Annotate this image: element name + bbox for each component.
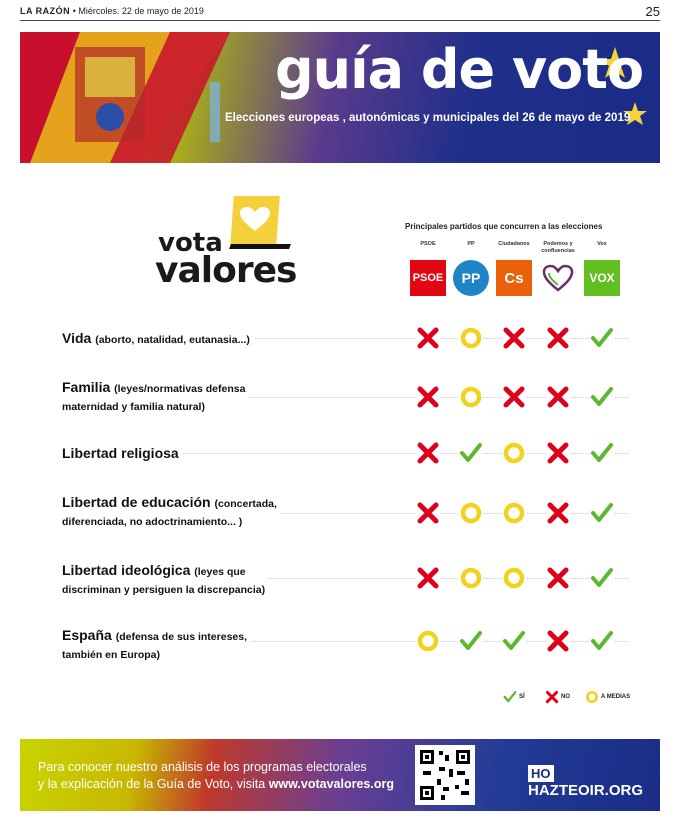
cross-icon [416,566,440,590]
check-icon [502,629,526,653]
circle-icon [502,501,526,525]
qr-code-image [415,745,475,805]
check-icon [590,501,614,525]
guide-subtitle: Elecciones europeas , autonómicas y municipales del 26 de mayo de 2019 [225,112,631,124]
issue-detail: (defensa de sus intereses, [115,631,248,643]
cross-icon [502,385,526,409]
circle-icon [502,441,526,465]
issue-detail: (leyes que [194,566,246,578]
issue-detail-line-2: también en Europa) [62,649,161,661]
party-logo-text-0: PSOE [412,272,444,284]
issue-title: Libertad ideológica [62,562,191,578]
legend-check-icon [503,690,517,709]
issue-label [62,378,249,416]
issue-title: Libertad de educación [62,494,211,510]
check-icon [459,441,483,465]
party-logo-text-2: Cs [504,269,524,287]
cross-icon [546,441,570,465]
title-part-a: guía [275,38,404,101]
legend-label-no: NO [561,694,570,700]
logo-valores-text: valores [155,250,297,291]
check-icon [590,566,614,590]
cross-icon [416,441,440,465]
legend-label-medias: A MEDIAS [601,694,631,700]
footer-url[interactable]: www.votavalores.org [268,777,394,791]
footer-line-1: Para conocer nuestro análisis de los programas electorales [38,760,367,774]
circle-icon [502,566,526,590]
issue-title: Libertad religiosa [62,445,179,461]
party-logo-3 [540,260,576,296]
issue-label [62,626,251,664]
circle-icon [459,385,483,409]
circle-icon [459,566,483,590]
cross-icon [502,326,526,350]
party-name-4: Vox [597,241,607,247]
check-icon [590,629,614,653]
logo-vota-text: vota [158,228,223,258]
issue-detail: (concertada, [214,498,277,510]
issue-label [62,329,254,349]
circle-icon [459,326,483,350]
logo-underline [229,244,291,249]
issue-title: Vida [62,330,92,346]
cross-icon [416,385,440,409]
legend-circle-icon [585,690,599,709]
legend-label-si: SÍ [519,694,525,700]
party-logo-1 [453,260,489,296]
party-logo-0 [410,260,446,296]
cross-icon [416,501,440,525]
title-part-b: de voto [420,38,644,101]
parties-heading: Principales partidos que concurren a las elecciones [405,222,603,231]
cross-icon [546,629,570,653]
issue-detail: (leyes/normativas defensa [114,383,246,395]
issue-label [62,444,183,462]
check-icon [590,441,614,465]
issue-label [62,561,269,599]
party-name-0: PSOE [420,241,436,247]
guide-title [275,38,643,101]
spain-flag-image [20,32,280,163]
page-number: 25 [645,4,660,19]
heart-icon [240,207,270,233]
cross-icon [416,326,440,350]
issue-title: España [62,627,112,643]
issue-detail-line-2: discriminan y persiguen la discrepancia) [62,584,266,596]
podemos-heart-icon [540,260,576,296]
party-logo-2 [496,260,532,296]
guide-banner [20,32,660,163]
issue-label [62,493,281,531]
check-icon [459,629,483,653]
legend-cross-icon [545,690,559,709]
party-name-2: Ciudadanos [498,241,530,247]
issue-title: Familia [62,379,111,395]
hazteoir-text: HAZTEOIR.ORG [528,782,643,799]
footer-banner [20,739,660,811]
party-logo-text-1: PP [461,270,481,286]
issue-detail-line-2: maternidad y familia natural) [62,401,205,413]
issue-detail-line-2: diferenciada, no adoctrinamiento... ) [62,516,243,528]
issue-detail: (aborto, natalidad, eutanasia...) [95,334,250,346]
check-icon [590,385,614,409]
masthead-rule [20,20,660,21]
party-logo-4 [584,260,620,296]
check-icon [590,326,614,350]
cross-icon [546,501,570,525]
cross-icon [546,566,570,590]
footer-line-2: y la explicación de la Guía de Voto, visita [38,777,266,791]
cross-icon [546,385,570,409]
hazteoir-logo [528,765,660,799]
newspaper-name: LA RAZÓN [20,6,71,16]
circle-icon [459,501,483,525]
footer-text [38,759,394,793]
party-name-3: Podemos y confluencias [541,241,575,254]
ho-badge: HO [528,765,554,782]
party-logo-text-4: VOX [589,271,615,285]
cross-icon [546,326,570,350]
party-name-1: PP [467,241,475,247]
circle-icon [416,629,440,653]
issue-date: Miércoles. 22 de mayo de 2019 [78,6,204,16]
masthead: LA RAZÓN • Miércoles. 22 de mayo de 2019 25 [20,4,660,19]
